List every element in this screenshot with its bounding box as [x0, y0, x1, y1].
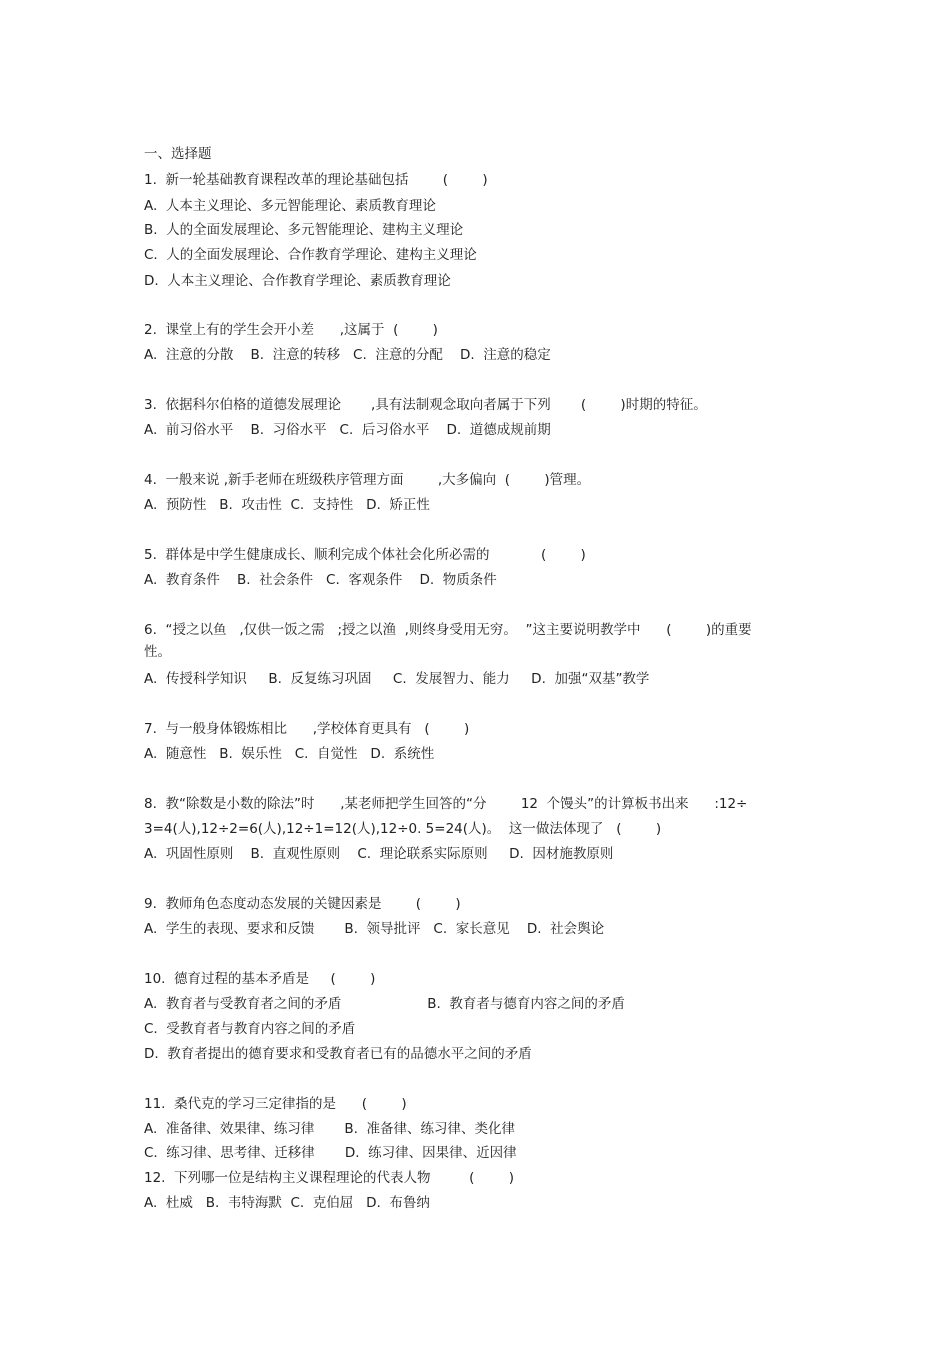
question-8-stem-cont: 3=4(人),12÷2=6(人),12÷1=12(人),12÷0. 5=24(人)。 这一做法体现了 ( )	[144, 821, 662, 837]
question-11-option-ab: A. 准备律、效果律、练习律 B. 准备律、练习律、类化律	[144, 1121, 516, 1137]
question-10-option-d: D. 教育者提出的德育要求和受教育者已有的品德水平之间的矛盾	[144, 1046, 532, 1062]
question-3-stem: 3. 依据科尔伯格的道德发展理论 ,具有法制观念取向者属于下列 ( )时期的特征。	[144, 397, 707, 413]
question-3-options: A. 前习俗水平 B. 习俗水平 C. 后习俗水平 D. 道德成规前期	[144, 422, 551, 438]
question-6-options: A. 传授科学知识 B. 反复练习巩固 C. 发展智力、能力 D. 加强“双基”教学	[144, 671, 650, 687]
question-2-options: A. 注意的分散 B. 注意的转移 C. 注意的分配 D. 注意的稳定	[144, 347, 551, 363]
question-1-option-a: A. 人本主义理论、多元智能理论、素质教育理论	[144, 198, 436, 214]
question-12-stem: 12. 下列哪一位是结构主义课程理论的代表人物 ( )	[144, 1170, 515, 1186]
question-1-option-b: B. 人的全面发展理论、多元智能理论、建构主义理论	[144, 222, 464, 238]
question-10-option-ab: A. 教育者与受教育者之间的矛盾 B. 教育者与德育内容之间的矛盾	[144, 996, 625, 1012]
question-6-stem: 6. “授之以鱼 ,仅供一饭之需 ;授之以渔 ,则终身受用无穷。 ”这主要说明教学中 ( )的重要	[144, 622, 752, 638]
question-6-stem-cont: 性。	[144, 644, 171, 660]
question-11-stem: 11. 桑代克的学习三定律指的是 ( )	[144, 1096, 407, 1112]
question-10-stem: 10. 德育过程的基本矛盾是 ( )	[144, 971, 376, 987]
question-2-stem: 2. 课堂上有的学生会开小差 ,这属于 ( )	[144, 322, 438, 338]
question-4-options: A. 预防性 B. 攻击性 C. 支持性 D. 矫正性	[144, 497, 430, 513]
question-1-stem: 1. 新一轮基础教育课程改革的理论基础包括 ( )	[144, 172, 488, 188]
question-5-options: A. 教育条件 B. 社会条件 C. 客观条件 D. 物质条件	[144, 572, 497, 588]
question-11-option-cd: C. 练习律、思考律、迁移律 D. 练习律、因果律、近因律	[144, 1145, 517, 1161]
question-9-options: A. 学生的表现、要求和反馈 B. 领导批评 C. 家长意见 D. 社会舆论	[144, 921, 605, 937]
question-12-options: A. 杜威 B. 韦特海默 C. 克伯屈 D. 布鲁纳	[144, 1195, 430, 1211]
question-7-options: A. 随意性 B. 娱乐性 C. 自觉性 D. 系统性	[144, 746, 435, 762]
question-8-stem: 8. 教“除数是小数的除法”时 ,某老师把学生回答的“分 12 个馒头”的计算板书出来 :12÷	[144, 796, 748, 812]
question-5-stem: 5. 群体是中学生健康成长、顺利完成个体社会化所必需的 ( )	[144, 547, 586, 563]
question-1-option-d: D. 人本主义理论、合作教育学理论、素质教育理论	[144, 273, 451, 289]
question-10-option-c: C. 受教育者与教育内容之间的矛盾	[144, 1021, 356, 1037]
question-8-options: A. 巩固性原则 B. 直观性原则 C. 理论联系实际原则 D. 因材施教原则	[144, 846, 614, 862]
question-1-option-c: C. 人的全面发展理论、合作教育学理论、建构主义理论	[144, 247, 477, 263]
question-9-stem: 9. 教师角色态度动态发展的关键因素是 ( )	[144, 896, 461, 912]
question-7-stem: 7. 与一般身体锻炼相比 ,学校体育更具有 ( )	[144, 721, 470, 737]
section-title: 一、选择题	[144, 146, 212, 162]
question-4-stem: 4. 一般来说 ,新手老师在班级秩序管理方面 ,大多偏向 ( )管理。	[144, 472, 591, 488]
